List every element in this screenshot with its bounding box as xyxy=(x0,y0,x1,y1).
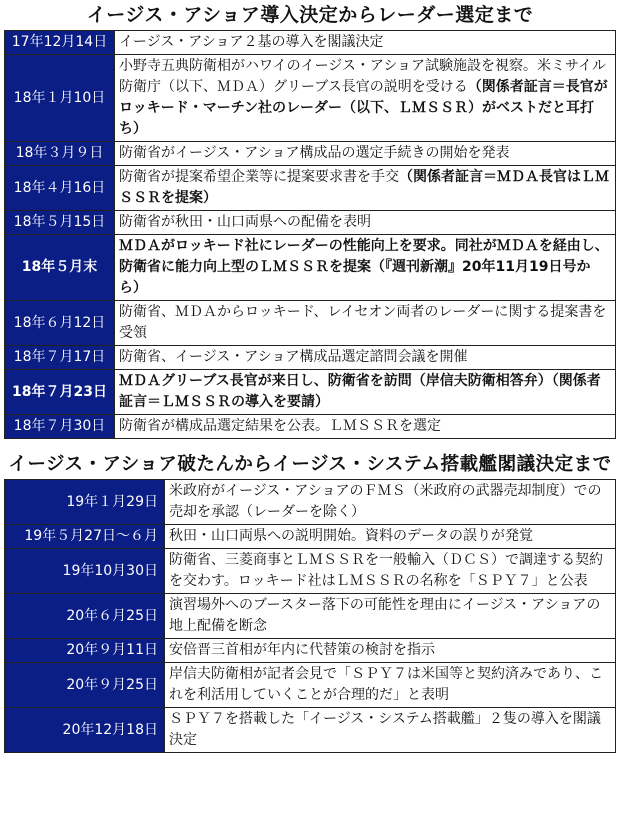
timeline-event xyxy=(115,166,616,211)
timeline-row xyxy=(5,142,616,166)
timeline-event xyxy=(115,235,616,301)
event-text: 米政府がイージス・アショアのＦＭＳ（米政府の武器売却制度）での売却を承認（レーダーを除く） xyxy=(169,483,602,520)
timeline-event xyxy=(115,301,616,346)
timeline-date: 18年１月10日 xyxy=(5,55,115,142)
event-text: 小野寺五典防衛相がハワイのイージス・アショア試験施設を視察。米ミサイル防衛庁（以下、ＭＤＡ）グリーブス長官の説明を受ける xyxy=(119,58,607,95)
timeline-date: 18年５月15日 xyxy=(5,211,115,235)
timeline-row xyxy=(5,525,616,549)
event-testimony: ＭＤＡグリーブス長官が来日し、防衛省を訪問（岸信夫防衛相答弁）（関係者証言＝ＬＭＳＳＲの導入を要請） xyxy=(119,373,601,410)
timeline-event xyxy=(115,346,616,370)
timeline-date: 18年７月17日 xyxy=(5,346,115,370)
timeline-date: 19年５月27日〜６月 xyxy=(5,525,165,549)
timeline-date: 18年３月９日 xyxy=(5,142,115,166)
event-text: 防衛省、ＭＤＡからロッキード、レイセオン両者のレーダーに関する提案書を受領 xyxy=(119,304,607,341)
timeline-row xyxy=(5,639,616,663)
timeline-row xyxy=(5,594,616,639)
event-text: 防衛省、イージス・アショア構成品選定諮問会議を開催 xyxy=(119,349,468,365)
event-text: ＳＰＹ７を搭載した「イージス・システム搭載艦」２隻の導入を閣議決定 xyxy=(169,711,601,748)
timeline-row xyxy=(5,301,616,346)
event-text: 秋田・山口両県への説明開始。資料のデータの誤りが発覚 xyxy=(169,528,533,544)
timeline-row xyxy=(5,549,616,594)
timeline-event xyxy=(115,211,616,235)
event-text: 岸信夫防衛相が記者会見で「ＳＰＹ７は米国等と契約済みであり、これを利活用していくことが合理的だ」と表明 xyxy=(169,666,603,703)
timeline-event xyxy=(115,370,616,415)
timeline-row xyxy=(5,480,616,525)
timeline-event xyxy=(165,549,616,594)
timeline-row xyxy=(5,55,616,142)
timeline-table-2 xyxy=(4,479,616,753)
event-text: 防衛省が提案希望企業等に提案要求書を手交 xyxy=(119,169,399,185)
timeline-date: 18年５月末 xyxy=(5,235,115,301)
timeline-row xyxy=(5,235,616,301)
timeline-row xyxy=(5,370,616,415)
event-text: イージス・アショア２基の導入を閣議決定 xyxy=(119,34,384,50)
event-text: 防衛省がイージス・アショア構成品の選定手続きの開始を発表 xyxy=(119,145,510,161)
timeline-date: 19年10月30日 xyxy=(5,549,165,594)
timeline-event xyxy=(165,708,616,753)
timeline-event xyxy=(115,142,616,166)
timeline-event xyxy=(165,639,616,663)
event-testimony: （関係者証言＝長官がロッキード・マーチン社のレーダー（以下、ＬＭＳＳＲ）がベストだと耳打ち） xyxy=(119,79,608,137)
timeline-event xyxy=(165,480,616,525)
timeline-date: 18年７月30日 xyxy=(5,415,115,439)
timeline-date: 20年６月25日 xyxy=(5,594,165,639)
timeline-row xyxy=(5,211,616,235)
timeline-table-1 xyxy=(4,30,616,439)
event-testimony: （関係者証言＝ＭＤＡ長官はＬＭＳＳＲを提案） xyxy=(119,169,609,206)
timeline-event xyxy=(165,594,616,639)
event-text: 防衛省が構成品選定結果を公表。ＬＭＳＳＲを選定 xyxy=(119,418,441,434)
timeline-event xyxy=(165,663,616,708)
section2-title: イージス・アショア破たんからイージス・システム搭載艦閣議決定まで xyxy=(8,454,612,475)
timeline-event xyxy=(115,55,616,142)
event-text: 安倍晋三首相が年内に代替策の検討を指示 xyxy=(169,642,435,658)
timeline-row xyxy=(5,31,616,55)
section1-title: イージス・アショア導入決定からレーダー選定まで xyxy=(86,4,534,26)
timeline-date: 20年12月18日 xyxy=(5,708,165,753)
timeline-event xyxy=(115,31,616,55)
timeline-event xyxy=(115,415,616,439)
timeline-date: 20年９月11日 xyxy=(5,639,165,663)
timeline-row xyxy=(5,166,616,211)
event-text: 防衛省が秋田・山口両県への配備を表明 xyxy=(119,214,371,230)
timeline-row xyxy=(5,663,616,708)
timeline-date: 18年７月23日 xyxy=(5,370,115,415)
timeline-date: 17年12月14日 xyxy=(5,31,115,55)
timeline-date: 19年１月29日 xyxy=(5,480,165,525)
timeline-date: 20年９月25日 xyxy=(5,663,165,708)
timeline-row xyxy=(5,708,616,753)
timeline-date: 18年６月12日 xyxy=(5,301,115,346)
timeline-row xyxy=(5,415,616,439)
event-testimony: ＭＤＡがロッキード社にレーダーの性能向上を要求。同社がＭＤＡを経由し、防衛省に能力向上型のＬＭＳＳＲを提案（『週刊新潮』20年11月19日号から） xyxy=(119,238,609,296)
event-text: 防衛省、三菱商事とＬＭＳＳＲを一般輸入（ＤＣＳ）で調達する契約を交わす。ロッキード社はＬＭＳＳＲの名称を「ＳＰＹ７」と公表 xyxy=(169,552,603,589)
timeline-row xyxy=(5,346,616,370)
timeline-event xyxy=(165,525,616,549)
event-text: 演習場外へのブースター落下の可能性を理由にイージス・アショアの地上配備を断念 xyxy=(169,597,601,634)
timeline-date: 18年４月16日 xyxy=(5,166,115,211)
